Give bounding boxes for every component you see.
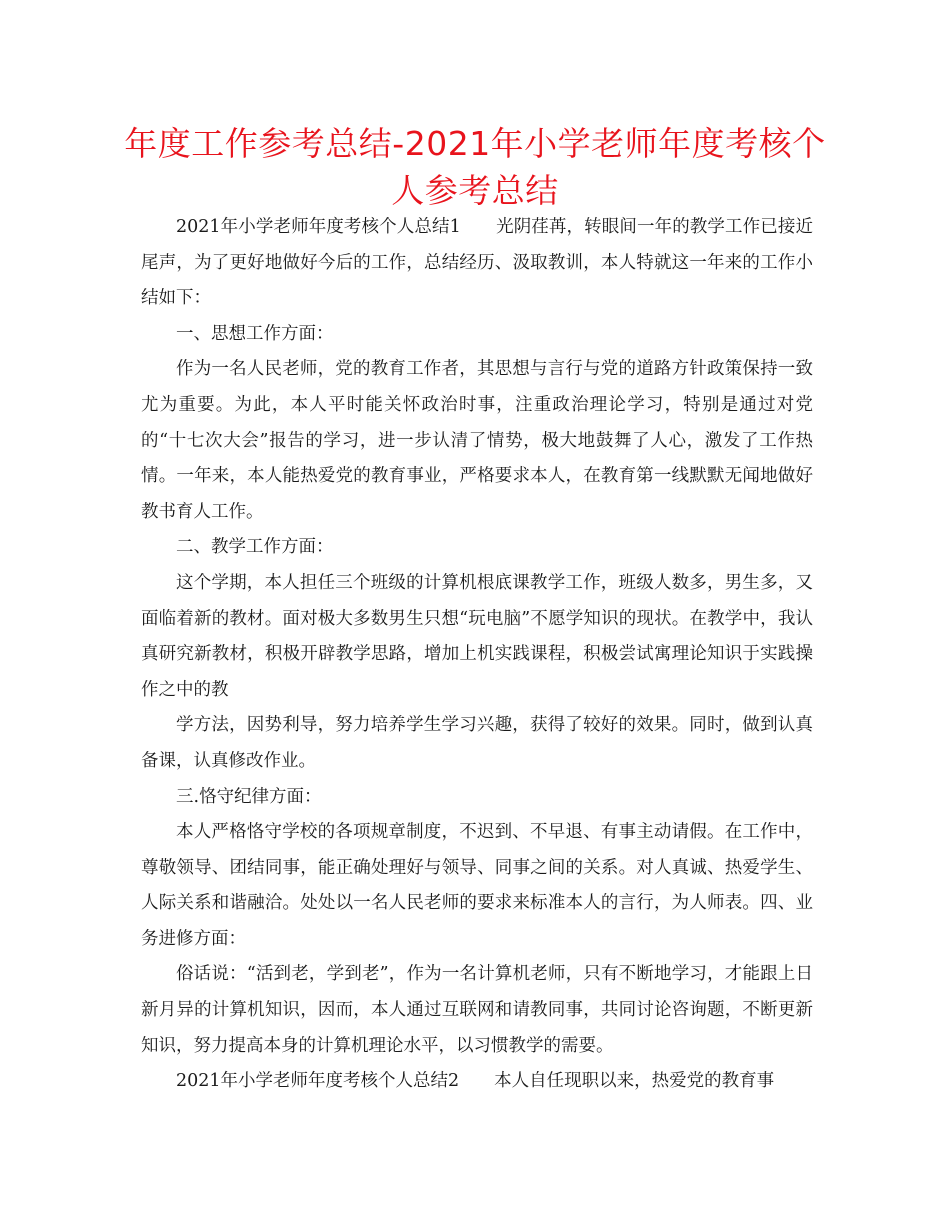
paragraph-thought: 作为一名人民老师，党的教育工作者，其思想与言行与党的道路方针政策保持一致尤为重要。为此，本人平时能关怀政治时事，注重政治理论学习，特别是通过对党的“十七次大会”报告的学习，进一步认清了情势，极大地鼓舞了人心，激发了工作热情。一年来，本人能热爱党的教育事业，严格要求本人，在教育第一线默默无闻地做好教书育人工作。 bbox=[141, 359, 813, 522]
document-body bbox=[141, 210, 813, 1100]
paragraph-teaching-continued: 学方法，因势利导，努力培养学生学习兴趣，获得了较好的效果。同时，做到认真备课，认真修改作业。 bbox=[141, 715, 813, 771]
title-line-2: 人参考总结 bbox=[391, 171, 559, 210]
paragraph-study: 俗话说：“活到老，学到老”，作为一名计算机老师，只有不断地学习，才能跟上日新月异的计算机知识，因而，本人通过互联网和请教同事，共同讨论咨询题，不断更新知识，努力提高本身的计算机理论水平，以习惯教学的需要。 bbox=[141, 964, 813, 1056]
paragraph-discipline: 本人严格恪守学校的各项规章制度，不迟到、不早退、有事主动请假。在工作中，尊敬领导、团结同事，能正确处理好与领导、同事之间的关系。对人真诚、热爱学生、人际关系和谐融洽。处处以一名人民老师的要求来标准本人的言行，为人师表。四、业务进修方面： bbox=[141, 822, 813, 949]
paragraph-teaching: 这个学期，本人担任三个班级的计算机根底课教学工作，班级人数多，男生多，又面临着新的教材。面对极大多数男生只想“玩电脑”不愿学知识的现状。在教学中，我认真研究新教材，积极开辟教学思路，增加上机实践课程，积极尝试寓理论知识于实践操作之中的教 bbox=[141, 572, 813, 700]
paragraph-intro: 2021年小学老师年度考核个人总结1 光阴荏苒，转眼间一年的教学工作已接近尾声，为了更好地做好今后的工作，总结经历、汲取教训，本人特就这一年来的工作小结如下： bbox=[141, 217, 813, 309]
document-title bbox=[120, 120, 830, 214]
title-line-1: 年度工作参考总结-2021年小学老师年度考核个 bbox=[124, 124, 826, 163]
section-heading-thought: 一、思想工作方面： bbox=[176, 323, 334, 344]
section-heading-discipline: 三.恪守纪律方面： bbox=[176, 786, 322, 807]
section-heading-teaching: 二、教学工作方面： bbox=[176, 537, 334, 558]
paragraph-summary-2: 2021年小学老师年度考核个人总结2 本人自任现职以来，热爱党的教育事 bbox=[176, 1071, 775, 1092]
